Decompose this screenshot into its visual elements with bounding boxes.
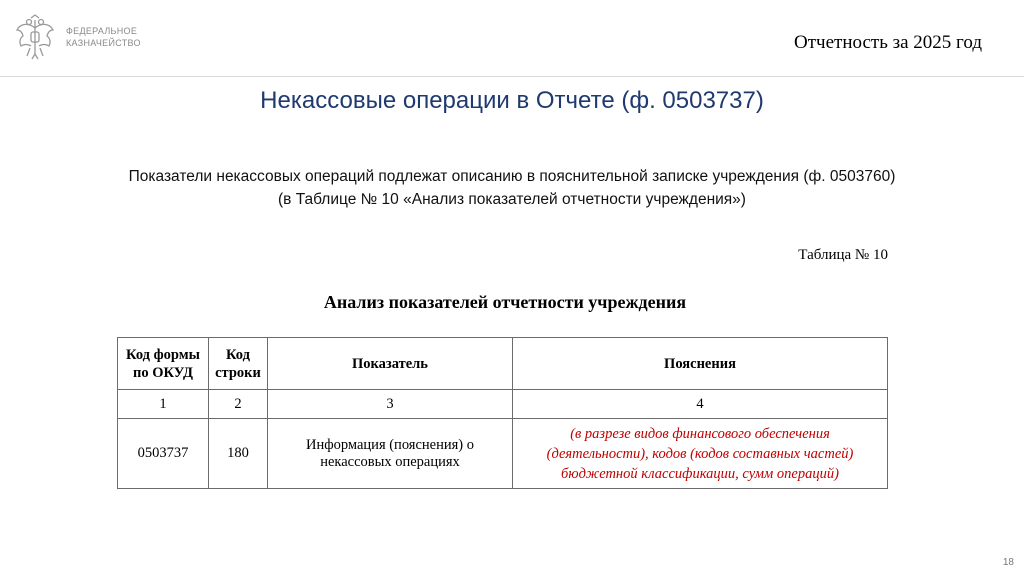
column-number-row <box>118 390 888 419</box>
page-title: Некассовые операции в Отчете (ф. 0503737) <box>260 87 764 114</box>
table-title: Анализ показателей отчетности учреждения <box>323 292 687 312</box>
table-number: Таблица № 10 <box>798 247 888 263</box>
cell-indicator-line1: Информация (пояснения) о <box>306 436 474 453</box>
cell-indicator <box>268 419 513 489</box>
header-explanation: Пояснения <box>513 338 888 390</box>
column-number: 1 <box>118 390 209 419</box>
cell-okud: 0503737 <box>118 419 209 489</box>
column-number: 3 <box>268 390 513 419</box>
cell-explanation-line3: бюджетной классификации, сумм операций) <box>561 465 839 482</box>
report-year: Отчетность за 2025 год <box>794 32 982 53</box>
header-line-code <box>209 338 268 390</box>
cell-explanation-line1: (в разрезе видов финансового обеспечения <box>570 425 830 442</box>
logo <box>14 14 141 60</box>
header-okud-line2: по ОКУД <box>133 364 193 381</box>
logo-text-line1: ФЕДЕРАЛЬНОЕ <box>66 26 138 36</box>
cell-line-code: 180 <box>209 419 268 489</box>
analysis-table <box>117 337 888 489</box>
page-number: 18 <box>1002 557 1014 568</box>
intro-line-1: Показатели некассовых операций подлежат описанию в пояснительной записке учреждения (ф. 0503760) <box>128 168 896 185</box>
intro-line-2: (в Таблице № 10 «Анализ показателей отчетности учреждения») <box>278 191 746 208</box>
table-header-row <box>118 338 888 390</box>
column-number: 2 <box>209 390 268 419</box>
cell-indicator-line2: некассовых операциях <box>320 453 460 470</box>
double-headed-eagle-icon <box>14 14 56 60</box>
header-line-code-line1: Код <box>226 346 250 363</box>
cell-explanation-line2: (деятельности), кодов (кодов составных частей) <box>546 445 854 462</box>
column-number: 4 <box>513 390 888 419</box>
table-row <box>118 419 888 489</box>
header-okud <box>118 338 209 390</box>
logo-text-line2: КАЗНАЧЕЙСТВО <box>66 38 141 48</box>
header-divider <box>0 76 1024 77</box>
header-okud-line1: Код формы <box>126 346 200 363</box>
header-indicator: Показатель <box>268 338 513 390</box>
cell-explanation <box>513 419 888 489</box>
intro-text <box>40 165 984 211</box>
header-line-code-line2: строки <box>215 364 261 381</box>
